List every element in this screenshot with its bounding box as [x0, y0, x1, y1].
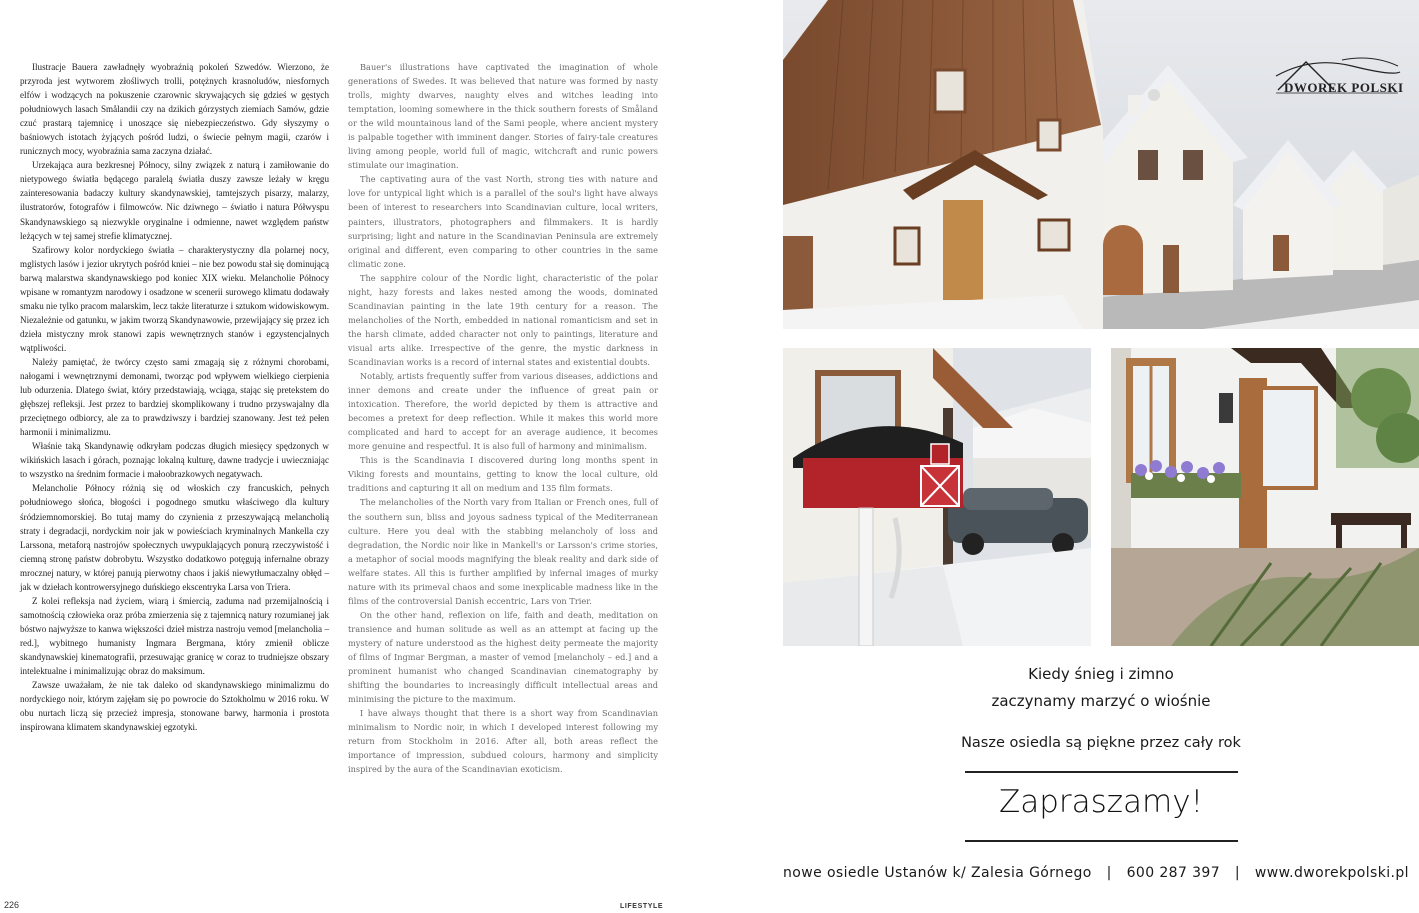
separator: | [1234, 865, 1241, 881]
paragraph: Właśnie taką Skandynawię odkryłam podczas długich miesięcy spędzonych w wikińskich lasach i górach, poznając lokalną kulturę, dawne tradycje i uwieczniając to wszystko na średnim formacie i małoobrazkowych negatywach. [20, 441, 329, 480]
paragraph: I have always thought that there is a short way from Scandinavian minimalism to Nordic noir, in which I developed interest following my return from Stockholm in 2016. After all, both areas reflect the importance of impression, subdued colours, harmony and simplicity inspired by the aura of the Scandinavian exoticism. [348, 708, 658, 775]
paragraph: The captivating aura of the vast North, strong ties with nature and love for untypical light which is a parallel of the soul's light have always been of interest to researchers into Scandinavian culture, local writers, painters, illustrators, photographers and filmmakers. It is hardly surprising; light and nature in the Scandinavian Peninsula are extremely original and different, even comparing to other countries in the same climatic zone. [348, 174, 658, 269]
ad-subline: Nasze osiedla są piękne przez cały rok [961, 735, 1241, 751]
paragraph: The sapphire colour of the Nordic light, characteristic of the polar night, hazy forests and lakes nested among the woods, dominated Scandinavian painting in the late 19th century for a reason. The melancholies of the North, embedded in national romanticism and set in the harsh climate, added character not only to paintings, literature and visual arts alike. Irrespective of the genre, the mystic darkness in Scandinavian works is a record of internal states and existential doubts. [348, 272, 658, 367]
page-number: 226 [4, 900, 20, 910]
houses-illustration [783, 0, 1419, 329]
houses-photo [783, 0, 1419, 329]
facade-flowers-photo [1111, 348, 1419, 646]
paragraph: Szafirowy kolor nordyckiego światła – charakterystyczny dla polarnej nocy, mglistych lasów i jezior ukrytych pośród kniei – nie bez powodu stał się dominującą barwą malarstwa skandynawskiego pod koniec XIX wieku. Melancholie Północy wpisane w romantyzm narodowy i osadzone w scenerii surowego klimatu dodawały smaku nie tylko pracom malarskim, lecz także literaturze i sztukom widowiskowym. Niezależnie od gatunku, w jakim tworzą Skandynawowie, przewijający się przez ich dzieła mistyczny mrok stanowi zapis wewnętrznych stanów i egzystencjalnych wątpliwości. [20, 244, 329, 353]
divider-top [965, 771, 1238, 773]
paragraph: Bauer's illustrations have captivated the imagination of whole generations of Swedes. It was believed that nature was formed by nasty trolls, mighty dwarves, naughty elves and witches leading into temptation, looming somewhere in the thick southern forests of Småland or the wild mountainous land of the Sami people, where ancient mystery is palpable together with imminent danger. Stories of fairy-tale creatures living among people, world full of magic, witchcraft and runic powers stimulate our imagination. [348, 62, 658, 171]
paragraph: Melancholie Północy różnią się od włoskich czy francuskich, pełnych południowego słońca, błogości i pogodnego smutku właściwego dla kultury śródziemnomorskiej. Bo tutaj mamy do czynienia z przeszywającą melancholią straty i degradacji, nordyckim noir jak w powieściach kryminalnych Mankella czy Larssona, metaforą nastrojów społecznych uwypuklających ponurą rzeczywistość i ciemną stronę państw dobrobytu. Wszystko dodatkowo potęgują infernalne obrazy mrocznej natury, w której panują pierwotny chaos i jakiś niewytłumaczalny obłęd – jak w dziełach kontrowersyjnego duńskiego ekscentryka Larsa von Triera. [20, 483, 329, 592]
divider-bottom [965, 840, 1238, 842]
mailbox-photo [783, 348, 1091, 646]
ad-headline-line1: Kiedy śnieg i zimno [1028, 665, 1174, 683]
paragraph: Z kolei refleksja nad życiem, wiarą i śmiercią, zaduma nad przemijalnością i samotnością człowieka oraz próba zmierzenia się z tajemnicą natury rozumianej jak bóstwo najwyższe to kanwa większości dzieł mistrza nastroju vemod [melancholia – red.], wybitnego humanisty Ingmara Bergmana, który zmienił oblicze skandynawskiej kinematografii, przesuwając granicę w coraz to trudniejsze obszary intelektualne i minimalizując obraz do maksimum. [20, 595, 329, 677]
paragraph: Urzekająca aura bezkresnej Północy, silny związek z naturą i zamiłowanie do nietypowego światła będącego paralelą światła duszy zawsze leżały w kręgu zainteresowania badaczy kultury skandynawskiej, tamtejszych pisarzy, malarzy, ilustratorów, fotografów i filmowców. Nic dziwnego – światło i natura Półwyspu Skandynawskiego są niezwykle oryginalne i odmienne, nawet względem państw leżących w tej samej strefie klimatycznej. [20, 160, 329, 241]
ad-phone[interactable]: 600 287 397 [1126, 865, 1221, 881]
paragraph: The melancholies of the North vary from Italian or French ones, full of the southern sun, bliss and joyous sadness typical of the Mediterranean culture. Here you deal with the stabbing melancholy of loss and degradation, the Nordic noir like in Mankell's or Larsson's crime stories, a metaphor of social moods magnifying the bleak reality and dark side of welfare states. All this is further amplified by infernal images of murky nature with its primeval chaos and some inexplicable madness like in the films of the controversial Danish eccentric, Lars von Trier. [348, 497, 658, 606]
section-label: LIFESTYLE [620, 903, 664, 910]
ad-website-link[interactable]: www.dworekpolski.pl [1254, 865, 1409, 881]
ad-contact-line [783, 865, 1419, 881]
ad-call-to-action: Zapraszamy! [998, 784, 1204, 820]
paragraph: Zawsze uważałam, że nie tak daleko od skandynawskiego minimalizmu do nordyckiego noir, którym zajęłam się po powrocie do Sztokholmu w 2016 roku. W obu nurtach liczą się przecież impresja, stonowane barwy, harmonia i prostota inspirowana klimatem skandynawskiej egzotyki. [20, 680, 329, 733]
separator: | [1106, 865, 1112, 881]
paragraph: Ilustracje Bauera zawładnęły wyobraźnią pokoleń Szwedów. Wierzono, że przyroda jest wytworem złośliwych trolli, potężnych krasnoludów, niesfornych elfów i wodzących na pokuszenie czarownic skrywających się gdzieś w gęstych południowych lasach Smålandii czy na dzikich górzystych ziemiach Samów, gdzie czuć prastarą tajemnicę i unoszące się niebezpieczeństwo. Gdy słyszymy o baśniowych istotach żyjących pośród ludzi, o świecie pełnym magii, czarów i runicznych mocy, wyobraźnia sama zaczyna działać. [20, 62, 329, 157]
paragraph: Należy pamiętać, że twórcy często sami zmagają się z różnymi chorobami, nałogami i wewnętrznymi demonami, tworząc pod wpływem wielkiego cierpienia lub odurzenia. Dlatego świat, który przedstawiają, wciąga, stając się pretekstem do głębszej refleksji. Jest przez to bardziej skomplikowany i trudno przyswajalny dla przeciętnego odbiorcy, ale za to prawdziwszy i bardziej szanowany. Jest też pełen harmonii i minimalizmu. [20, 356, 329, 438]
paragraph: Notably, artists frequently suffer from various diseases, addictions and inner demons and create under the influence of great pain or intoxication. Therefore, the world depicted by them is attractive and becomes a pretext for deep reflection. While it makes this world more complicated and hard to accept for an average audience, it becomes more genuine and respectful. It is also full of harmony and minimalism. [348, 371, 658, 452]
paragraph: This is the Scandinavia I discovered during long months spent in Viking forests and mountains, getting to know the local culture, old traditions and capturing it all on medium and 135 film formats. [348, 455, 658, 494]
article-column-english [348, 60, 658, 776]
paragraph: On the other hand, reflexion on life, faith and death, meditation on transience and human solitude as well as an attempt at facing up the mystery of nature understood as the highest deity permeate the majority of films of Ingmar Bergman, a master of vemod [melancholy – ed.] and a prominent humanist who changed Scandinavian cinematography by shifting the boundaries to increasingly difficult intellectual areas and minimising the picture to the maximum. [348, 609, 658, 705]
ad-headline-line2: zaczynamy marzyć o wiośnie [991, 692, 1211, 710]
mailbox-illustration [783, 348, 1091, 646]
ad-location: nowe osiedle Ustanów k/ Zalesia Górnego [783, 865, 1092, 881]
logo-text: DWOREK POLSKI [1284, 80, 1404, 95]
facade-illustration [1111, 348, 1419, 646]
article-column-polish [20, 60, 329, 734]
